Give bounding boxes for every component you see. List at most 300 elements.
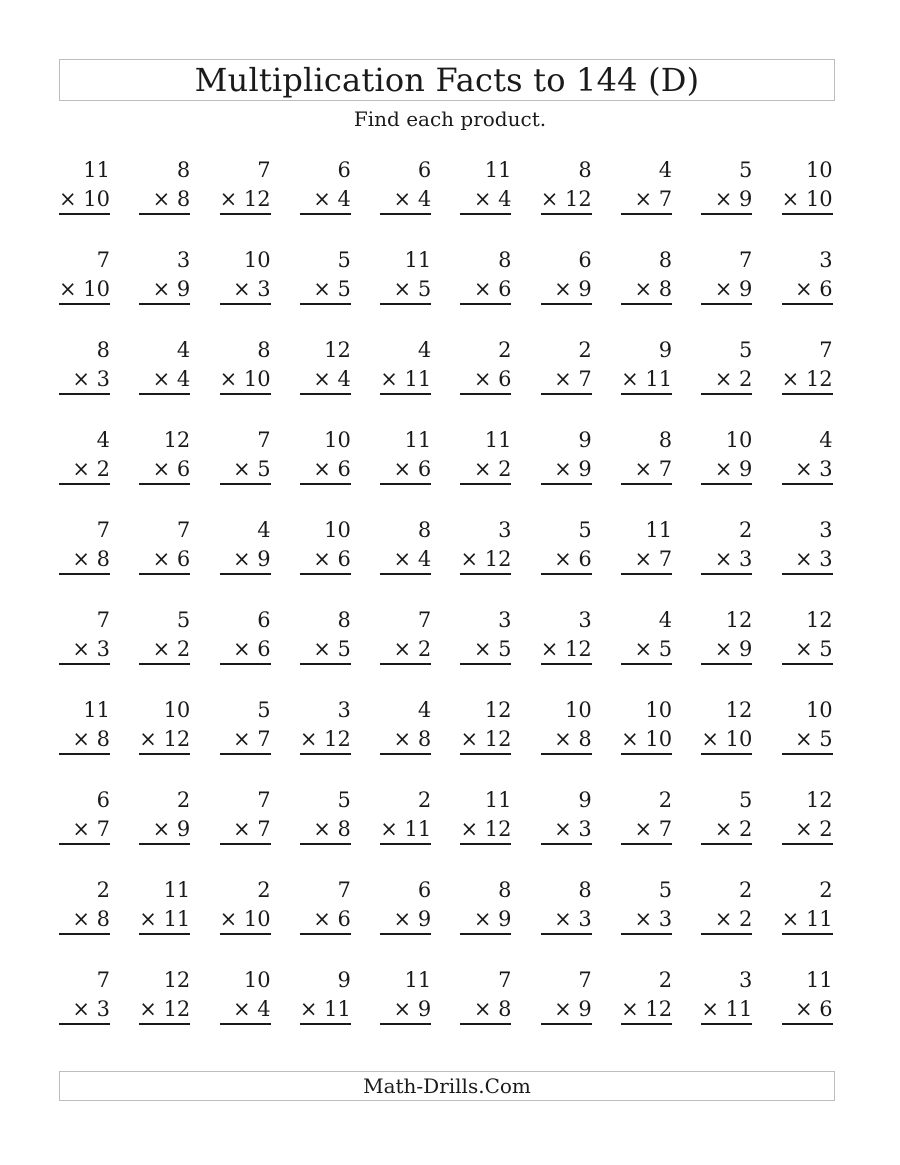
- problem-cell: [59, 698, 110, 755]
- multiplicand: 5: [739, 338, 753, 362]
- problem-cell: [540, 608, 592, 665]
- multiplicand: 8: [417, 518, 432, 542]
- problem-cell: [300, 338, 351, 395]
- multiplicand: 4: [417, 338, 432, 362]
- multiplier: × 5: [795, 727, 833, 751]
- problem-cell: [460, 428, 512, 485]
- problem-cell: [701, 428, 753, 485]
- multiplier: × 12: [299, 727, 351, 751]
- multiplier: × 6: [152, 547, 191, 571]
- multiplier: × 10: [219, 907, 271, 931]
- problem-cell: [460, 788, 512, 845]
- problem-cell: [460, 248, 512, 305]
- page-title: Multiplication Facts to 144 (D): [194, 61, 700, 99]
- multiplier: × 3: [634, 907, 673, 931]
- multiplicand: 8: [337, 608, 351, 632]
- multiplicand: 2: [257, 878, 271, 902]
- multiplier: × 2: [714, 907, 753, 931]
- problem-cell: [139, 248, 191, 305]
- multiplier: × 8: [473, 997, 512, 1021]
- problem-cell: [782, 518, 833, 575]
- multiplier: × 8: [634, 277, 673, 301]
- multiplier: × 11: [380, 367, 432, 391]
- problem-cell: [380, 698, 432, 755]
- multiplier: × 4: [393, 187, 432, 211]
- multiplier: × 11: [621, 367, 673, 391]
- problem-cell: [220, 428, 271, 485]
- multiplicand: 5: [337, 248, 351, 272]
- multiplicand: 2: [176, 788, 191, 812]
- problem-cell: [621, 338, 673, 395]
- multiplicand: 5: [739, 158, 753, 182]
- multiplier: × 10: [781, 187, 833, 211]
- multiplicand: 9: [658, 338, 673, 362]
- problem-cell: [59, 788, 110, 845]
- multiplier: × 12: [219, 187, 271, 211]
- multiplicand: 7: [337, 878, 351, 902]
- multiplicand: 5: [337, 788, 351, 812]
- multiplier: × 7: [634, 187, 673, 211]
- multiplicand: 4: [257, 518, 271, 542]
- multiplier: × 2: [795, 817, 833, 841]
- multiplier: × 9: [714, 457, 753, 481]
- multiplier: × 10: [701, 727, 753, 751]
- multiplier: × 9: [152, 817, 191, 841]
- multiplicand: 10: [725, 428, 753, 452]
- multiplier: × 4: [313, 367, 351, 391]
- multiplicand: 6: [578, 248, 592, 272]
- multiplicand: 5: [578, 518, 592, 542]
- problem-cell: [541, 788, 592, 845]
- multiplier: × 6: [554, 547, 592, 571]
- multiplier: × 3: [714, 547, 753, 571]
- multiplicand: 11: [484, 788, 512, 812]
- problem-cell: [380, 248, 432, 305]
- problem-cell: [781, 338, 833, 395]
- problem-cell: [220, 518, 271, 575]
- problem-cell: [59, 518, 110, 575]
- multiplier: × 10: [621, 727, 673, 751]
- multiplicand: 7: [96, 248, 110, 272]
- problem-cell: [220, 968, 271, 1025]
- multiplicand: 11: [484, 158, 512, 182]
- multiplicand: 10: [324, 428, 351, 452]
- multiplier: × 6: [795, 997, 833, 1021]
- multiplicand: 10: [243, 968, 271, 992]
- problem-cell: [621, 428, 673, 485]
- multiplicand: 4: [819, 428, 833, 452]
- multiplicand: 7: [257, 158, 271, 182]
- multiplier: × 4: [152, 367, 191, 391]
- multiplicand: 11: [404, 428, 432, 452]
- problem-cell: [59, 608, 110, 665]
- multiplicand: 3: [578, 608, 592, 632]
- multiplier: × 7: [634, 547, 673, 571]
- multiplicand: 7: [176, 518, 191, 542]
- multiplier: × 8: [554, 727, 592, 751]
- problem-cell: [300, 788, 351, 845]
- problem-cell: [782, 248, 833, 305]
- multiplier: × 12: [540, 637, 592, 661]
- problem-cell: [540, 158, 592, 215]
- multiplicand: 12: [163, 428, 191, 452]
- multiplier: × 7: [232, 727, 271, 751]
- multiplicand: 8: [257, 338, 271, 362]
- multiplier: × 10: [219, 367, 271, 391]
- multiplicand: 8: [658, 428, 673, 452]
- multiplier: × 11: [380, 817, 432, 841]
- problem-cell: [621, 158, 673, 215]
- problem-cell: [139, 428, 191, 485]
- multiplicand: 7: [417, 608, 432, 632]
- multiplicand: 5: [658, 878, 673, 902]
- multiplicand: 4: [417, 698, 432, 722]
- multiplier: × 7: [232, 817, 271, 841]
- multiplier: × 4: [473, 187, 512, 211]
- problem-cell: [701, 788, 753, 845]
- multiplicand: 7: [257, 788, 271, 812]
- multiplier: × 3: [554, 907, 592, 931]
- problem-cell: [300, 158, 351, 215]
- multiplier: × 9: [232, 547, 271, 571]
- multiplicand: 2: [417, 788, 432, 812]
- problem-cell: [621, 608, 673, 665]
- multiplier: × 3: [72, 367, 110, 391]
- problem-cell: [460, 608, 512, 665]
- multiplier: × 5: [473, 637, 512, 661]
- multiplier: × 5: [232, 457, 271, 481]
- problem-cell: [701, 968, 753, 1025]
- multiplicand: 8: [658, 248, 673, 272]
- problem-cell: [139, 788, 191, 845]
- problem-cell: [380, 158, 432, 215]
- multiplier: × 8: [72, 907, 110, 931]
- multiplier: × 9: [473, 907, 512, 931]
- multiplier: × 3: [554, 817, 592, 841]
- multiplier: × 6: [313, 907, 351, 931]
- multiplier: × 5: [313, 277, 351, 301]
- multiplier: × 9: [714, 277, 753, 301]
- multiplicand: 12: [163, 968, 191, 992]
- multiplicand: 6: [417, 878, 432, 902]
- multiplier: × 12: [540, 187, 592, 211]
- multiplicand: 8: [498, 248, 512, 272]
- problem-cell: [300, 248, 351, 305]
- problem-cell: [781, 158, 833, 215]
- multiplicand: 8: [498, 878, 512, 902]
- problem-cell: [139, 968, 191, 1025]
- multiplier: × 7: [554, 367, 592, 391]
- multiplicand: 3: [176, 248, 191, 272]
- multiplicand: 7: [257, 428, 271, 452]
- problem-cell: [460, 878, 512, 935]
- problem-cell: [59, 158, 110, 215]
- multiplicand: 9: [337, 968, 351, 992]
- multiplicand: 10: [805, 698, 833, 722]
- multiplier: × 2: [714, 817, 753, 841]
- problem-cell: [701, 338, 753, 395]
- problem-cell: [541, 248, 592, 305]
- multiplicand: 2: [658, 968, 673, 992]
- multiplier: × 9: [714, 187, 753, 211]
- problem-cell: [460, 338, 512, 395]
- multiplier: × 11: [299, 997, 351, 1021]
- multiplier: × 3: [72, 997, 110, 1021]
- multiplicand: 5: [176, 608, 191, 632]
- problem-cell: [59, 968, 110, 1025]
- multiplicand: 7: [96, 518, 110, 542]
- problem-cell: [460, 968, 512, 1025]
- multiplicand: 11: [83, 698, 110, 722]
- multiplicand: 8: [96, 338, 110, 362]
- problem-cell: [782, 788, 833, 845]
- multiplicand: 2: [498, 338, 512, 362]
- multiplicand: 11: [404, 248, 432, 272]
- multiplicand: 3: [739, 968, 753, 992]
- multiplicand: 7: [578, 968, 592, 992]
- problem-cell: [460, 518, 512, 575]
- problem-cell: [621, 248, 673, 305]
- multiplier: × 12: [460, 817, 512, 841]
- multiplier: × 10: [59, 277, 110, 301]
- problem-cell: [782, 968, 833, 1025]
- problem-cell: [380, 518, 432, 575]
- problem-cell: [541, 428, 592, 485]
- multiplier: × 12: [139, 997, 191, 1021]
- multiplier: × 9: [714, 637, 753, 661]
- multiplicand: 5: [739, 788, 753, 812]
- problem-cell: [300, 608, 351, 665]
- problem-cell: [541, 338, 592, 395]
- multiplier: × 6: [473, 367, 512, 391]
- problem-cell: [139, 518, 191, 575]
- multiplier: × 12: [460, 547, 512, 571]
- multiplier: × 4: [232, 997, 271, 1021]
- multiplicand: 3: [498, 608, 512, 632]
- multiplier: × 6: [152, 457, 191, 481]
- multiplier: × 2: [72, 457, 110, 481]
- multiplier: × 2: [152, 637, 191, 661]
- problem-cell: [299, 698, 351, 755]
- problem-cell: [59, 338, 110, 395]
- multiplicand: 11: [83, 158, 110, 182]
- multiplier: × 5: [313, 637, 351, 661]
- multiplier: × 5: [795, 637, 833, 661]
- problem-cell: [220, 248, 271, 305]
- multiplier: × 12: [621, 997, 673, 1021]
- multiplier: × 8: [313, 817, 351, 841]
- multiplicand: 7: [739, 248, 753, 272]
- multiplier: × 4: [313, 187, 351, 211]
- multiplier: × 9: [152, 277, 191, 301]
- problem-cell: [380, 788, 432, 845]
- multiplier: × 7: [72, 817, 110, 841]
- multiplicand: 6: [337, 158, 351, 182]
- problem-cell: [380, 338, 432, 395]
- multiplicand: 10: [243, 248, 271, 272]
- multiplicand: 12: [725, 608, 753, 632]
- multiplicand: 12: [484, 698, 512, 722]
- multiplicand: 7: [498, 968, 512, 992]
- multiplicand: 2: [658, 788, 673, 812]
- multiplicand: 3: [819, 248, 833, 272]
- problem-cell: [219, 158, 271, 215]
- multiplicand: 9: [578, 428, 592, 452]
- multiplier: × 2: [714, 367, 753, 391]
- multiplier: × 12: [460, 727, 512, 751]
- problem-cell: [782, 608, 833, 665]
- problem-cell: [621, 878, 673, 935]
- multiplicand: 10: [645, 698, 673, 722]
- multiplicand: 4: [658, 608, 673, 632]
- problem-cell: [701, 698, 753, 755]
- multiplier: × 9: [554, 277, 592, 301]
- problem-cell: [701, 878, 753, 935]
- multiplicand: 12: [805, 788, 833, 812]
- problem-cell: [541, 878, 592, 935]
- multiplicand: 2: [739, 878, 753, 902]
- multiplier: × 2: [473, 457, 512, 481]
- problem-cell: [380, 428, 432, 485]
- multiplier: × 6: [473, 277, 512, 301]
- multiplicand: 3: [819, 518, 833, 542]
- multiplicand: 9: [578, 788, 592, 812]
- problem-cell: [380, 968, 432, 1025]
- multiplicand: 10: [163, 698, 191, 722]
- problem-cell: [541, 968, 592, 1025]
- problem-cell: [139, 608, 191, 665]
- problem-cell: [139, 698, 191, 755]
- problem-cell: [782, 698, 833, 755]
- multiplicand: 11: [484, 428, 512, 452]
- problem-cell: [701, 518, 753, 575]
- problem-cell: [621, 518, 673, 575]
- problem-cell: [701, 158, 753, 215]
- multiplicand: 8: [176, 158, 191, 182]
- multiplier: × 3: [795, 547, 833, 571]
- multiplier: × 11: [139, 907, 191, 931]
- multiplier: × 7: [634, 817, 673, 841]
- multiplier: × 6: [795, 277, 833, 301]
- multiplicand: 7: [819, 338, 833, 362]
- multiplier: × 6: [393, 457, 432, 481]
- multiplicand: 8: [578, 158, 592, 182]
- multiplicand: 4: [176, 338, 191, 362]
- problem-cell: [541, 698, 592, 755]
- problem-grid: [59, 158, 837, 1025]
- multiplier: × 6: [313, 457, 351, 481]
- multiplicand: 4: [658, 158, 673, 182]
- problem-cell: [460, 158, 512, 215]
- problem-cell: [219, 338, 271, 395]
- multiplier: × 8: [393, 727, 432, 751]
- multiplicand: 5: [257, 698, 271, 722]
- multiplicand: 10: [324, 518, 351, 542]
- multiplier: × 10: [59, 187, 110, 211]
- multiplicand: 7: [96, 608, 110, 632]
- multiplicand: 10: [565, 698, 592, 722]
- multiplicand: 6: [417, 158, 432, 182]
- problem-cell: [701, 248, 753, 305]
- problem-cell: [139, 878, 191, 935]
- problem-cell: [781, 878, 833, 935]
- multiplier: × 8: [152, 187, 191, 211]
- multiplier: × 9: [393, 997, 432, 1021]
- multiplicand: 2: [739, 518, 753, 542]
- problem-cell: [541, 518, 592, 575]
- problem-cell: [220, 788, 271, 845]
- multiplier: × 3: [232, 277, 271, 301]
- problem-cell: [380, 878, 432, 935]
- multiplier: × 12: [781, 367, 833, 391]
- multiplier: × 8: [72, 727, 110, 751]
- problem-cell: [59, 248, 110, 305]
- footer-box: [59, 1071, 835, 1101]
- problem-cell: [219, 878, 271, 935]
- multiplicand: 11: [404, 968, 432, 992]
- multiplier: × 12: [139, 727, 191, 751]
- multiplier: × 5: [393, 277, 432, 301]
- problem-cell: [460, 698, 512, 755]
- instructions: Find each product.: [353, 107, 547, 131]
- multiplicand: 2: [96, 878, 110, 902]
- multiplicand: 4: [96, 428, 110, 452]
- multiplier: × 4: [393, 547, 432, 571]
- problem-cell: [220, 608, 271, 665]
- problem-cell: [782, 428, 833, 485]
- problem-cell: [380, 608, 432, 665]
- multiplier: × 9: [554, 457, 592, 481]
- title-box: [59, 59, 835, 101]
- multiplicand: 10: [805, 158, 833, 182]
- multiplicand: 11: [163, 878, 191, 902]
- problem-cell: [300, 518, 351, 575]
- multiplier: × 5: [634, 637, 673, 661]
- multiplier: × 6: [313, 547, 351, 571]
- multiplier: × 11: [701, 997, 753, 1021]
- multiplier: × 8: [72, 547, 110, 571]
- multiplicand: 6: [257, 608, 271, 632]
- multiplier: × 2: [393, 637, 432, 661]
- multiplicand: 3: [498, 518, 512, 542]
- multiplicand: 11: [805, 968, 833, 992]
- problem-cell: [299, 968, 351, 1025]
- problem-cell: [59, 428, 110, 485]
- multiplicand: 3: [337, 698, 351, 722]
- problem-cell: [701, 608, 753, 665]
- problem-cell: [621, 788, 673, 845]
- problem-cell: [220, 698, 271, 755]
- multiplicand: 6: [96, 788, 110, 812]
- multiplier: × 9: [554, 997, 592, 1021]
- problem-cell: [139, 338, 191, 395]
- multiplicand: 7: [96, 968, 110, 992]
- problem-cell: [621, 968, 673, 1025]
- multiplicand: 12: [805, 608, 833, 632]
- problem-cell: [300, 428, 351, 485]
- problem-cell: [139, 158, 191, 215]
- multiplier: × 3: [72, 637, 110, 661]
- multiplicand: 12: [324, 338, 351, 362]
- multiplicand: 12: [725, 698, 753, 722]
- footer-site: Math-Drills.Com: [363, 1074, 531, 1098]
- multiplicand: 8: [578, 878, 592, 902]
- problem-cell: [59, 878, 110, 935]
- problem-cell: [300, 878, 351, 935]
- multiplier: × 9: [393, 907, 432, 931]
- multiplier: × 11: [781, 907, 833, 931]
- multiplicand: 2: [578, 338, 592, 362]
